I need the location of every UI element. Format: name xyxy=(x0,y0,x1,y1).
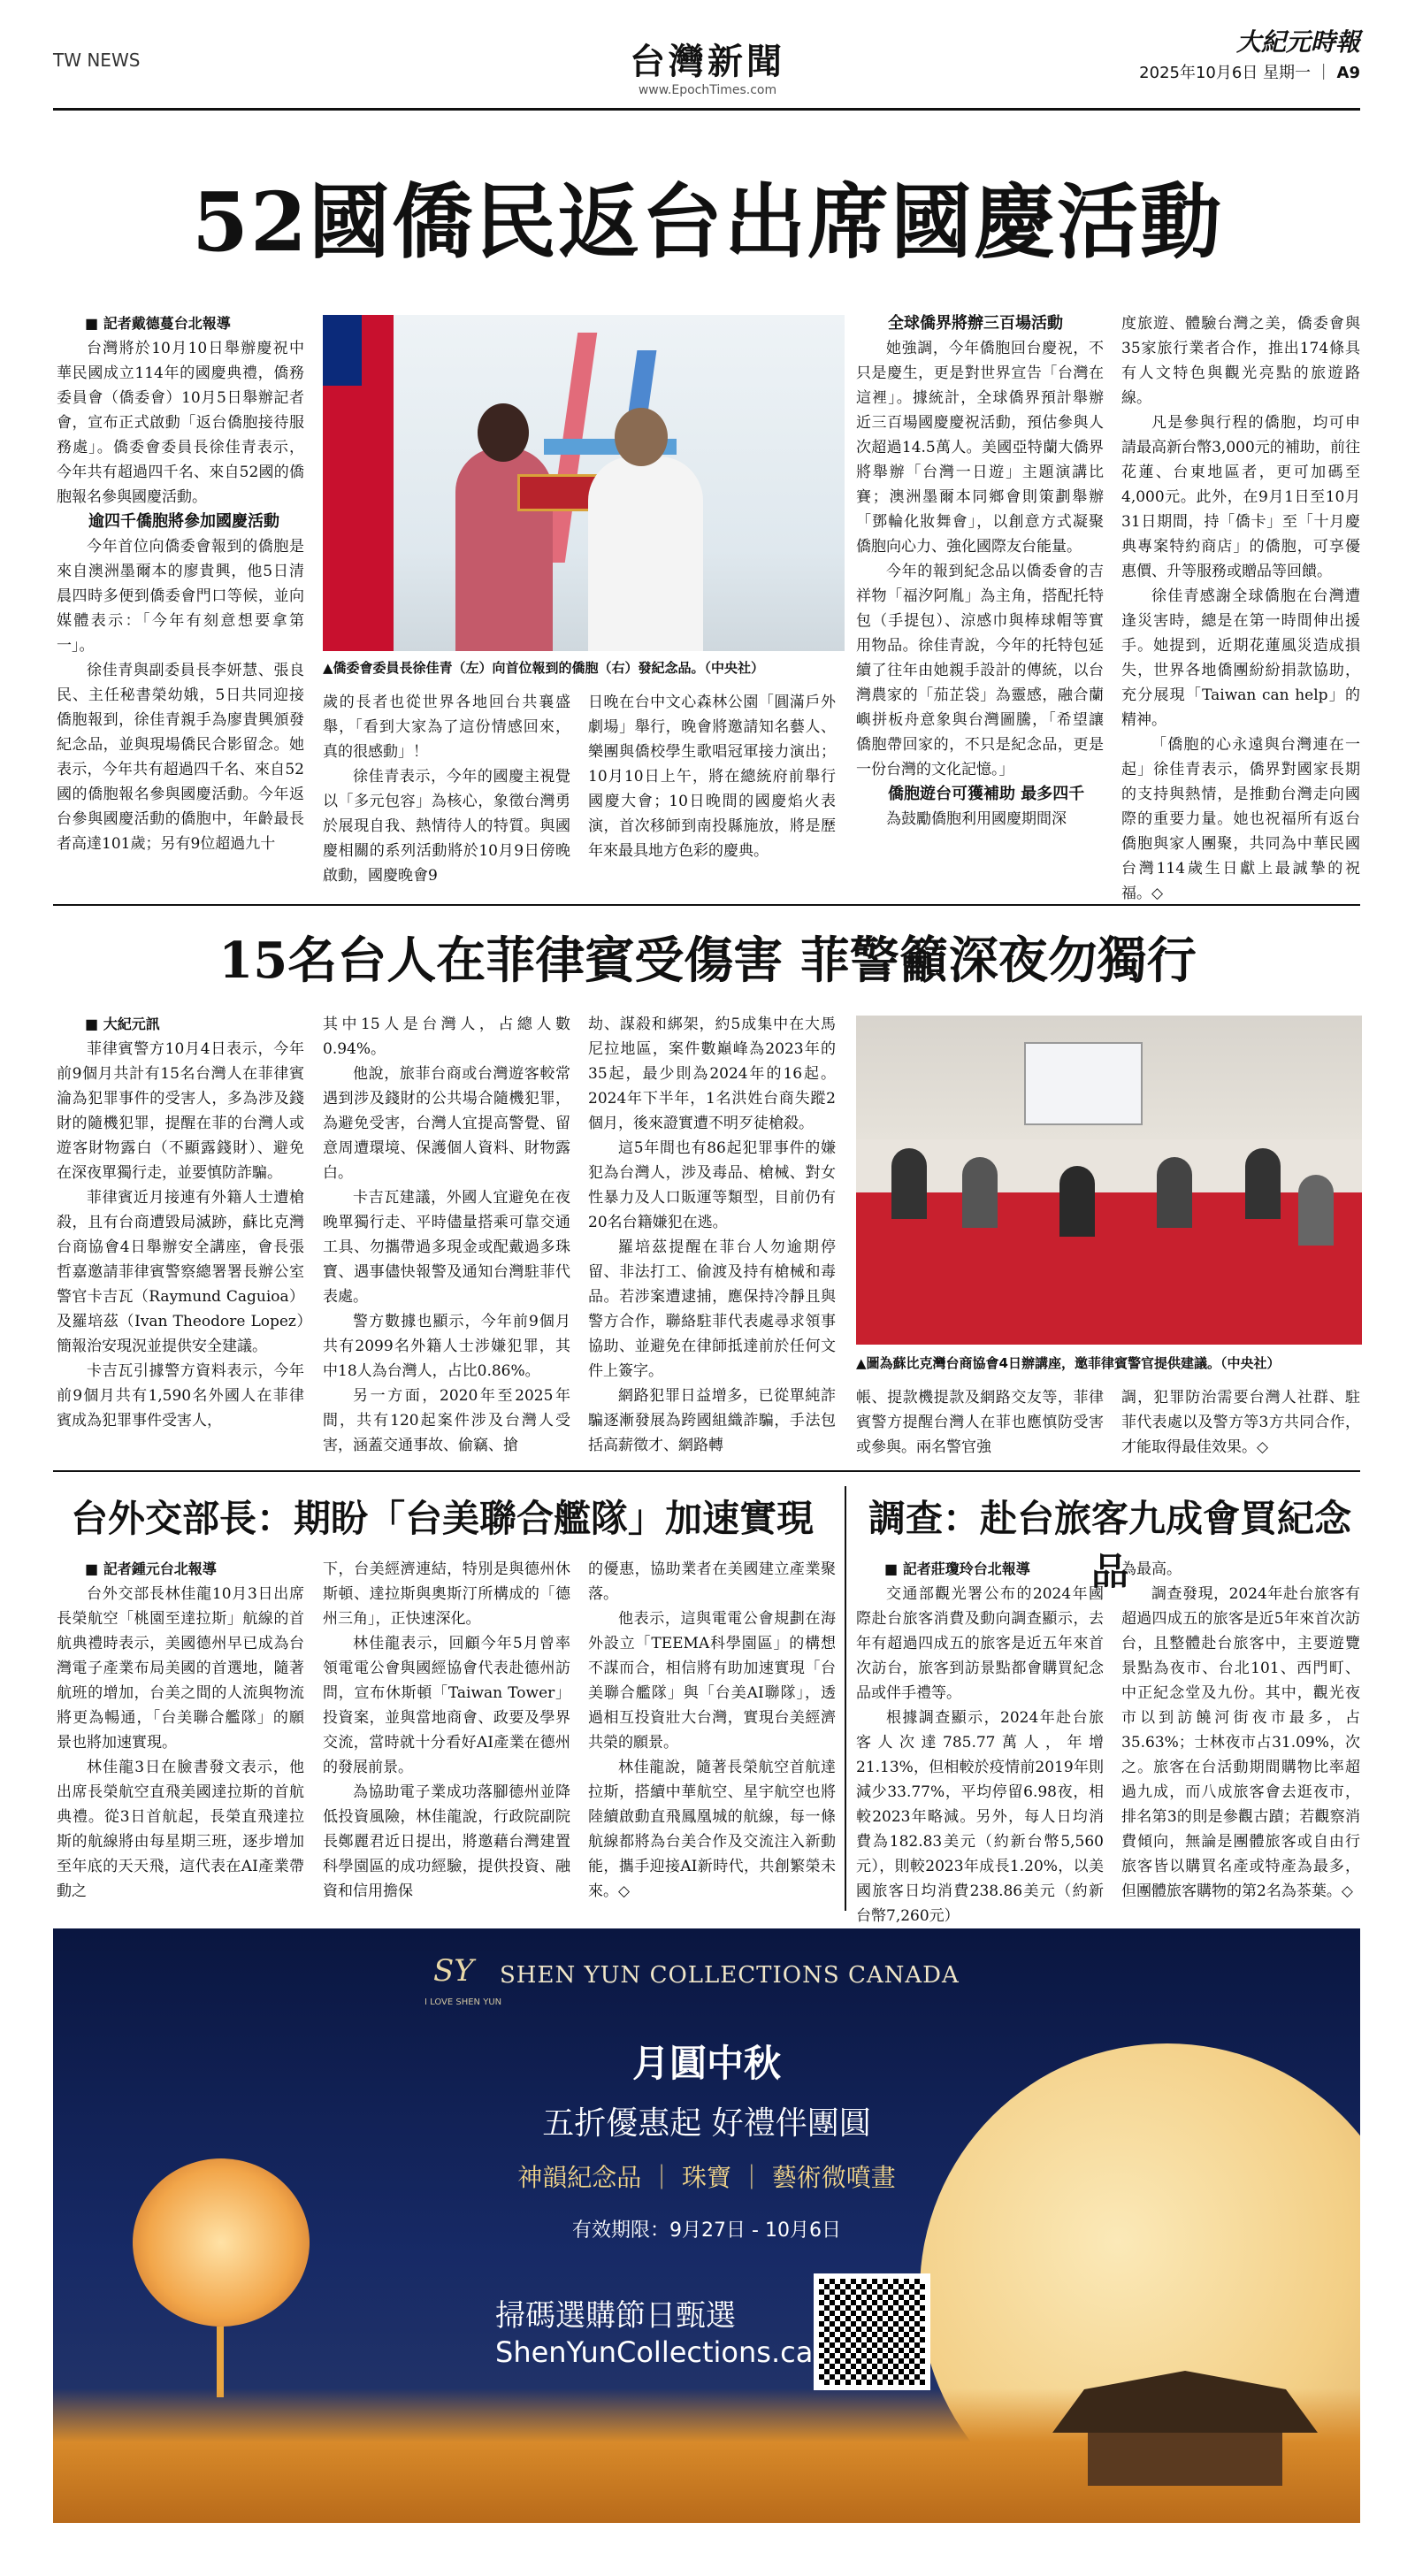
paragraph: 其中15人是台灣人，占總人數0.94%。 xyxy=(323,1016,570,1058)
website: www.EpochTimes.com xyxy=(638,83,777,97)
ad-url[interactable]: ShenYunCollections.ca xyxy=(495,2335,814,2369)
paragraph: 帳、提款機提款及網路交友等，菲律賓警方提醒台灣人在菲也應慎防受害或參與。兩名警官強 xyxy=(856,1389,1104,1456)
paragraph: 卡吉瓦引據警方資料表示，今年前9個月共有1,590名外國人在菲律賓成為犯罪事件受害人， xyxy=(57,1362,304,1430)
projection-screen xyxy=(1024,1042,1143,1125)
paragraph: 的優惠，協助業者在美國建立產業聚落。 xyxy=(588,1560,836,1603)
paragraph: 「僑胞的心永遠與台灣連在一起」徐佳青表示，僑界對國家長期的支持與熱情，是推動台灣走向國際的重要力量。她也祝福所有返台僑胞與家人團聚，共同為中華民國台灣114歲生日獻上最誠摯的祝福。◇ xyxy=(1121,736,1360,902)
page-number: A9 xyxy=(1336,64,1360,82)
byline: ■ 記者莊瓊玲台北報導 xyxy=(856,1557,1104,1582)
paragraph: 歲的長者也從世界各地回台共襄盛舉，「看到大家為了這份情感回來，真的很感動」！ xyxy=(323,694,570,761)
article1-col1 xyxy=(57,311,304,856)
paragraph: 徐佳青感謝全球僑胞在台灣遭逢災害時，總是在第一時間伸出援手。她提到，近期花蓮風災造成損失，世界各地僑團紛紛捐款協助，充分展現「Taiwan can help」的精神。 xyxy=(1121,587,1360,729)
paragraph: 日晚在台中文心森林公園「圓滿戶外劇場」舉行，晚會將邀請知名藝人、樂團與僑校學生歌唱冠軍接力演出；10月10日上午，將在總統府前舉行國慶大會；10日晚間的國慶焰火表演，首次移師到南投縣施放，將是歷年來最具地方色彩的慶典。 xyxy=(588,694,836,860)
ad-cta: 掃碼選購節日甄選 xyxy=(495,2298,736,2334)
paragraph: 她強調，今年僑胞回台慶祝，不只是慶生，更是對世界宣告「台灣在這裡」。據統計，全球僑界預計舉辦近三百場國慶慶祝活動，預估參與人次超過14.5萬人。美國亞特蘭大僑界將舉辦「台灣一日遊」主題演講比賽；澳洲墨爾本同鄉會則策劃舉辦「鄧輪化妝舞會」，以創意方式凝聚僑胞向心力、強化國際友台能量。 xyxy=(856,340,1104,556)
byline: ■ 記者戴德蔓台北報導 xyxy=(57,311,304,336)
article4-col2 xyxy=(1121,1557,1360,1904)
paragraph: 林佳龍3日在臉書發文表示，他出席長榮航空直飛美國達拉斯的首航典禮。從3日首航起，長榮直飛達拉斯的航線將由每星期三班，逐步增加至年底的天天飛，這代表在AI產業帶動之 xyxy=(57,1759,304,1900)
paragraph: 徐佳青表示，今年的國慶主視覺以「多元包容」為核心，象徵台灣勇於展現自我、熱情待人的特質。與國慶相關的系列活動將於10月9日傍晚啟動，國慶晚會9 xyxy=(323,768,570,885)
paragraph: 林佳龍說，隨著長榮航空首航達拉斯，搭續中華航空、星宇航空也將陸續啟動直飛鳳凰城的航線，每一條航線都將為台美合作及交流注入新動能，攜手迎接AI新時代，共創繁榮未來。◇ xyxy=(588,1759,836,1900)
paragraph: 台灣將於10月10日舉辦慶祝中華民國成立114年的國慶典禮，僑務委員會（僑委會）10月5日舉辦記者會，宣布正式啟動「返台僑胞接待服務處」。僑委會委員長徐佳青表示，今年共有超過四千名、來自52國的僑胞報名參與國慶活動。 xyxy=(57,340,304,506)
subheading: 全球僑界將辦三百場活動 xyxy=(888,314,1063,333)
paragraph: 林佳龍表示，回顧今年5月曾率領電電公會與國經協會代表赴德州訪問，宣布休斯頓「Taiwan Tower」投資案，並與當地商會、政要及學界交流，當時就十分看好AI產業在德州的發展前景。 xyxy=(323,1635,570,1776)
paragraph: 另一方面，2020年至2025年間，共有120起案件涉及台灣人受害，涵蓋交通事故、偷竊、搶 xyxy=(323,1387,570,1454)
section-title: 台灣新聞 xyxy=(630,41,785,82)
article2-col1 xyxy=(57,1012,304,1433)
paragraph: 度旅遊、體驗台灣之美，僑委會與35家旅行業者合作，推出174條具有人文特色與觀光亮點的旅遊路線。 xyxy=(1121,315,1360,407)
photo-caption: ▲圖為蘇比克灣台商協會4日辦講座，邀菲律賓警官提供建議。（中央社） xyxy=(856,1355,1281,1371)
headline-2: 15名台人在菲律賓受傷害 菲警籲深夜勿獨行 xyxy=(218,932,1197,990)
divider xyxy=(53,1470,1360,1472)
paragraph: 徐佳青與副委員長李妍慧、張良民、主任秘書榮幼娥，5日共同迎接僑胞報到，徐佳青親手為廖貴興頒發紀念品，並與現場僑民合影留念。她表示，今年共有超過四千名、來自52國的僑胞報名參與國慶活動。今年返台參與國慶活動的僑胞中，年齡最長者高達101歲；另有9位超過九十 xyxy=(57,662,304,853)
subheading: 僑胞遊台可獲補助 最多四千 xyxy=(888,785,1085,803)
paragraph: 劫、謀殺和綁架，約5成集中在大馬尼拉地區，案件數巔峰為2023年的35起，最少則為2024年的16起。2024年下半年，1名洪姓台商失蹤2個月，後來證實遭不明歹徒槍殺。 xyxy=(588,1016,836,1132)
byline: ■ 記者鍾元台北報導 xyxy=(57,1557,304,1582)
article2-col5 xyxy=(1121,1385,1360,1460)
headline-1: 52國僑民返台出席國慶活動 xyxy=(191,174,1224,270)
article1-col2 xyxy=(323,690,570,888)
paragraph: 為鼓勵僑胞利用國慶期間深 xyxy=(886,810,1067,828)
photo-award xyxy=(323,315,845,651)
paragraph: 菲律賓近月接連有外籍人士遭槍殺，且有台商遭毀局滅跡，蘇比克灣台商協會4日舉辦安全講座，會長張哲嘉邀請菲律賓警察總署署長辦公室警官卡吉瓦（Raymund Caguioa）及羅培茲（Ivan Theodore Lopez）簡報治安現況並提供安全建議。 xyxy=(57,1189,304,1355)
masthead: 大紀元時報 xyxy=(1235,27,1360,57)
paragraph: 交通部觀光署公布的2024年國際赴台旅客消費及動向調查顯示，去年有超過四成五的旅客是近五年來首次訪台，旅客到訪景點都會購買紀念品或伴手禮等。 xyxy=(856,1585,1104,1702)
headline-3: 台外交部長：期盼「台美聯合艦隊」加速實現 xyxy=(70,1497,814,1540)
paragraph: 這5年間也有86起犯罪事件的嫌犯為台灣人，涉及毒品、槍械、對女性暴力及人口販運等類型，目前仍有20名台籍嫌犯在逃。 xyxy=(588,1139,836,1231)
brand-name: SHEN YUN COLLECTIONS CANADA xyxy=(500,1962,960,1989)
paragraph: 凡是參與行程的僑胞，均可申請最高新台幣3,000元的補助，前往花蓮、台東地區者，更可加碼至4,000元。此外，在9月1日至10月31日期間，持「僑卡」至「十月慶典專案特約商店」的僑胞，可享優惠價、升等服務或贈品等回饋。 xyxy=(1121,414,1360,580)
header-rule xyxy=(53,108,1360,111)
brand-small: I LOVE SHEN YUN xyxy=(424,1997,502,2007)
paragraph: 調，犯罪防治需要台灣人社群、駐菲代表處以及警方等3方共同合作，才能取得最佳效果。◇ xyxy=(1121,1389,1360,1456)
paragraph: 今年的報到紀念品以僑委會的吉祥物「福汐阿胤」為主角，搭配托特包（手提包）、涼感巾與棒球帽等實用物品。徐佳青說，今年的托特包延續了往年由她親手設計的傳統，以台灣農家的「茄芷袋」為靈感，融合蘭嶼拼板舟意象與台灣圖騰，「希望讓僑胞帶回家的，不只是紀念品，更是一份台灣的文化記憶。」 xyxy=(856,563,1104,778)
paragraph: 調查發現，2024年赴台旅客有超過四成五的旅客是近5年來首次訪台，且整體赴台旅客中，主要遊覽景點為夜市、台北101、西門町、中正紀念堂及九份。其中，觀光夜市以到訪饒河街夜市最多，占35.63%；士林夜市占31.09%，次之。旅客在台活動期間購物比率超過九成，而八成旅客會去逛夜市，排名第3的則是參觀古蹟；若觀察消費傾向，無論是團體旅客或自由行旅客皆以購買名產或特產為最多，但團體旅客購物的第2名為茶葉。◇ xyxy=(1121,1585,1360,1900)
article1-col4 xyxy=(856,311,1104,832)
photo-caption: ▲僑委會委員長徐佳青（左）向首位報到的僑胞（右）發紀念品。（中央社） xyxy=(323,660,765,676)
article1-col5 xyxy=(1121,311,1360,906)
photo-seminar xyxy=(856,1016,1362,1345)
paragraph: 為協助電子業成功落腳德州並降低投資風險，林佳龍說，行政院副院長鄭麗君近日提出，將邀藉台灣建置科學園區的成功經驗，提供投資、融資和信用擔保 xyxy=(323,1783,570,1900)
ad-title: 月圓中秋 xyxy=(631,2042,781,2085)
paragraph: 他說，旅菲台商或台灣遊客較常遇到涉及錢財的公共場合隨機犯罪，為避免受害，台灣人宜提高警覺、留意周遭環境、保護個人資料、財物露白。 xyxy=(323,1065,570,1182)
article4-col1 xyxy=(856,1557,1104,1928)
brand-logo-icon: SY xyxy=(433,1953,474,1989)
column-divider xyxy=(845,1486,846,1911)
article2-col4 xyxy=(856,1385,1104,1460)
article3-col3 xyxy=(588,1557,836,1904)
byline: ■ 大紀元訊 xyxy=(57,1012,304,1037)
subheading: 逾四千僑胞將參加國慶活動 xyxy=(88,512,279,531)
article2-col2 xyxy=(323,1012,570,1458)
qr-code-icon[interactable] xyxy=(814,2273,930,2390)
paragraph: 卡吉瓦建議，外國人宜避免在夜晚單獨行走、平時儘量搭乘可靠交通工具、勿攜帶過多現金或配戴過多珠寶、遇事儘快報警及通知台灣駐菲代表處。 xyxy=(323,1189,570,1306)
paragraph: 羅培茲提醒在菲台人勿逾期停留、非法打工、偷渡及持有槍械和毒品。若涉案遭逮捕，應保持冷靜且與警方合作，聯絡駐菲代表處尋求領事協助、並避免在律師抵達前於任何文件上簽字。 xyxy=(588,1238,836,1380)
article2-col3 xyxy=(588,1012,836,1458)
headline-4: 調查：赴台旅客九成會買紀念品 xyxy=(868,1497,1351,1593)
paragraph: 警方數據也顯示，今年前9個月共有2099名外籍人士涉嫌犯罪，其中18人為台灣人，占比0.86%。 xyxy=(323,1313,570,1380)
ad-subtitle: 五折優惠起 好禮伴團圓 xyxy=(542,2105,871,2142)
paragraph: 為最高。 xyxy=(1121,1560,1182,1578)
section-label-en: TW NEWS xyxy=(53,50,141,71)
paragraph: 今年首位向僑委會報到的僑胞是來自澳洲墨爾本的廖貴興，他5日清晨四時多便到僑委會門口等候，並向媒體表示：「今年有刻意想要拿第一」。 xyxy=(57,538,304,655)
paragraph: 台外交部長林佳龍10月3日出席長榮航空「桃園至達拉斯」航線的首航典禮時表示，美國德州早已成為台灣電子產業布局美國的首選地，隨著航班的增加，台美之間的人流與物流將更為暢通，「台美聯合艦隊」的願景也將加速實現。 xyxy=(57,1585,304,1752)
paragraph: 網路犯罪日益增多，已從單純詐騙逐漸發展為跨國組織詐騙，手法包括高薪徵才、網路轉 xyxy=(588,1387,836,1454)
article1-col3 xyxy=(588,690,836,863)
paragraph: 他表示，這與電電公會規劃在海外設立「TEEMA科學園區」的構想不謀而合，相信將有助加速實現「台美聯合艦隊」與「台美AI聯隊」，透過相互投資壯大台灣，實現台美經濟共榮的願景。 xyxy=(588,1610,836,1752)
article3-col1 xyxy=(57,1557,304,1904)
paragraph: 根據調查顯示，2024年赴台旅客人次達785.77萬人，年增21.13%，但相較於疫情前2019年則減少33.77%，平均停留6.98夜，相較2023年略減。另外，每人日均消費為182.83美元（約新台幣5,560元），則較2023年成長1.20%，以美國旅客日均消費238.86美元（約新台幣7,260元） xyxy=(856,1709,1104,1925)
advertisement[interactable] xyxy=(53,1928,1360,2523)
article3-col2 xyxy=(323,1557,570,1904)
divider xyxy=(53,904,1360,906)
issue-date: 2025年10月6日 星期一 ｜ A9 xyxy=(1139,64,1360,82)
paragraph: 下，台美經濟連結，特別是與德州休斯頓、達拉斯與奧斯汀所構成的「德州三角」，正快速深化。 xyxy=(323,1560,570,1628)
date: 2025年10月6日 星期一 xyxy=(1139,64,1312,82)
ad-categories: 神韻紀念品 ｜ 珠寶 ｜ 藝術微噴畫 xyxy=(517,2163,896,2192)
paragraph: 菲律賓警方10月4日表示，今年前9個月共計有15名台灣人在菲律賓淪為犯罪事件的受害人，多為涉及錢財的隨機犯罪，提醒在菲的台灣人或遊客財物露白（不顯露錢財）、避免在深夜單獨行走，並要慎防詐騙。 xyxy=(57,1040,304,1182)
ad-validity: 有效期限：9月27日 - 10月6日 xyxy=(572,2220,841,2242)
